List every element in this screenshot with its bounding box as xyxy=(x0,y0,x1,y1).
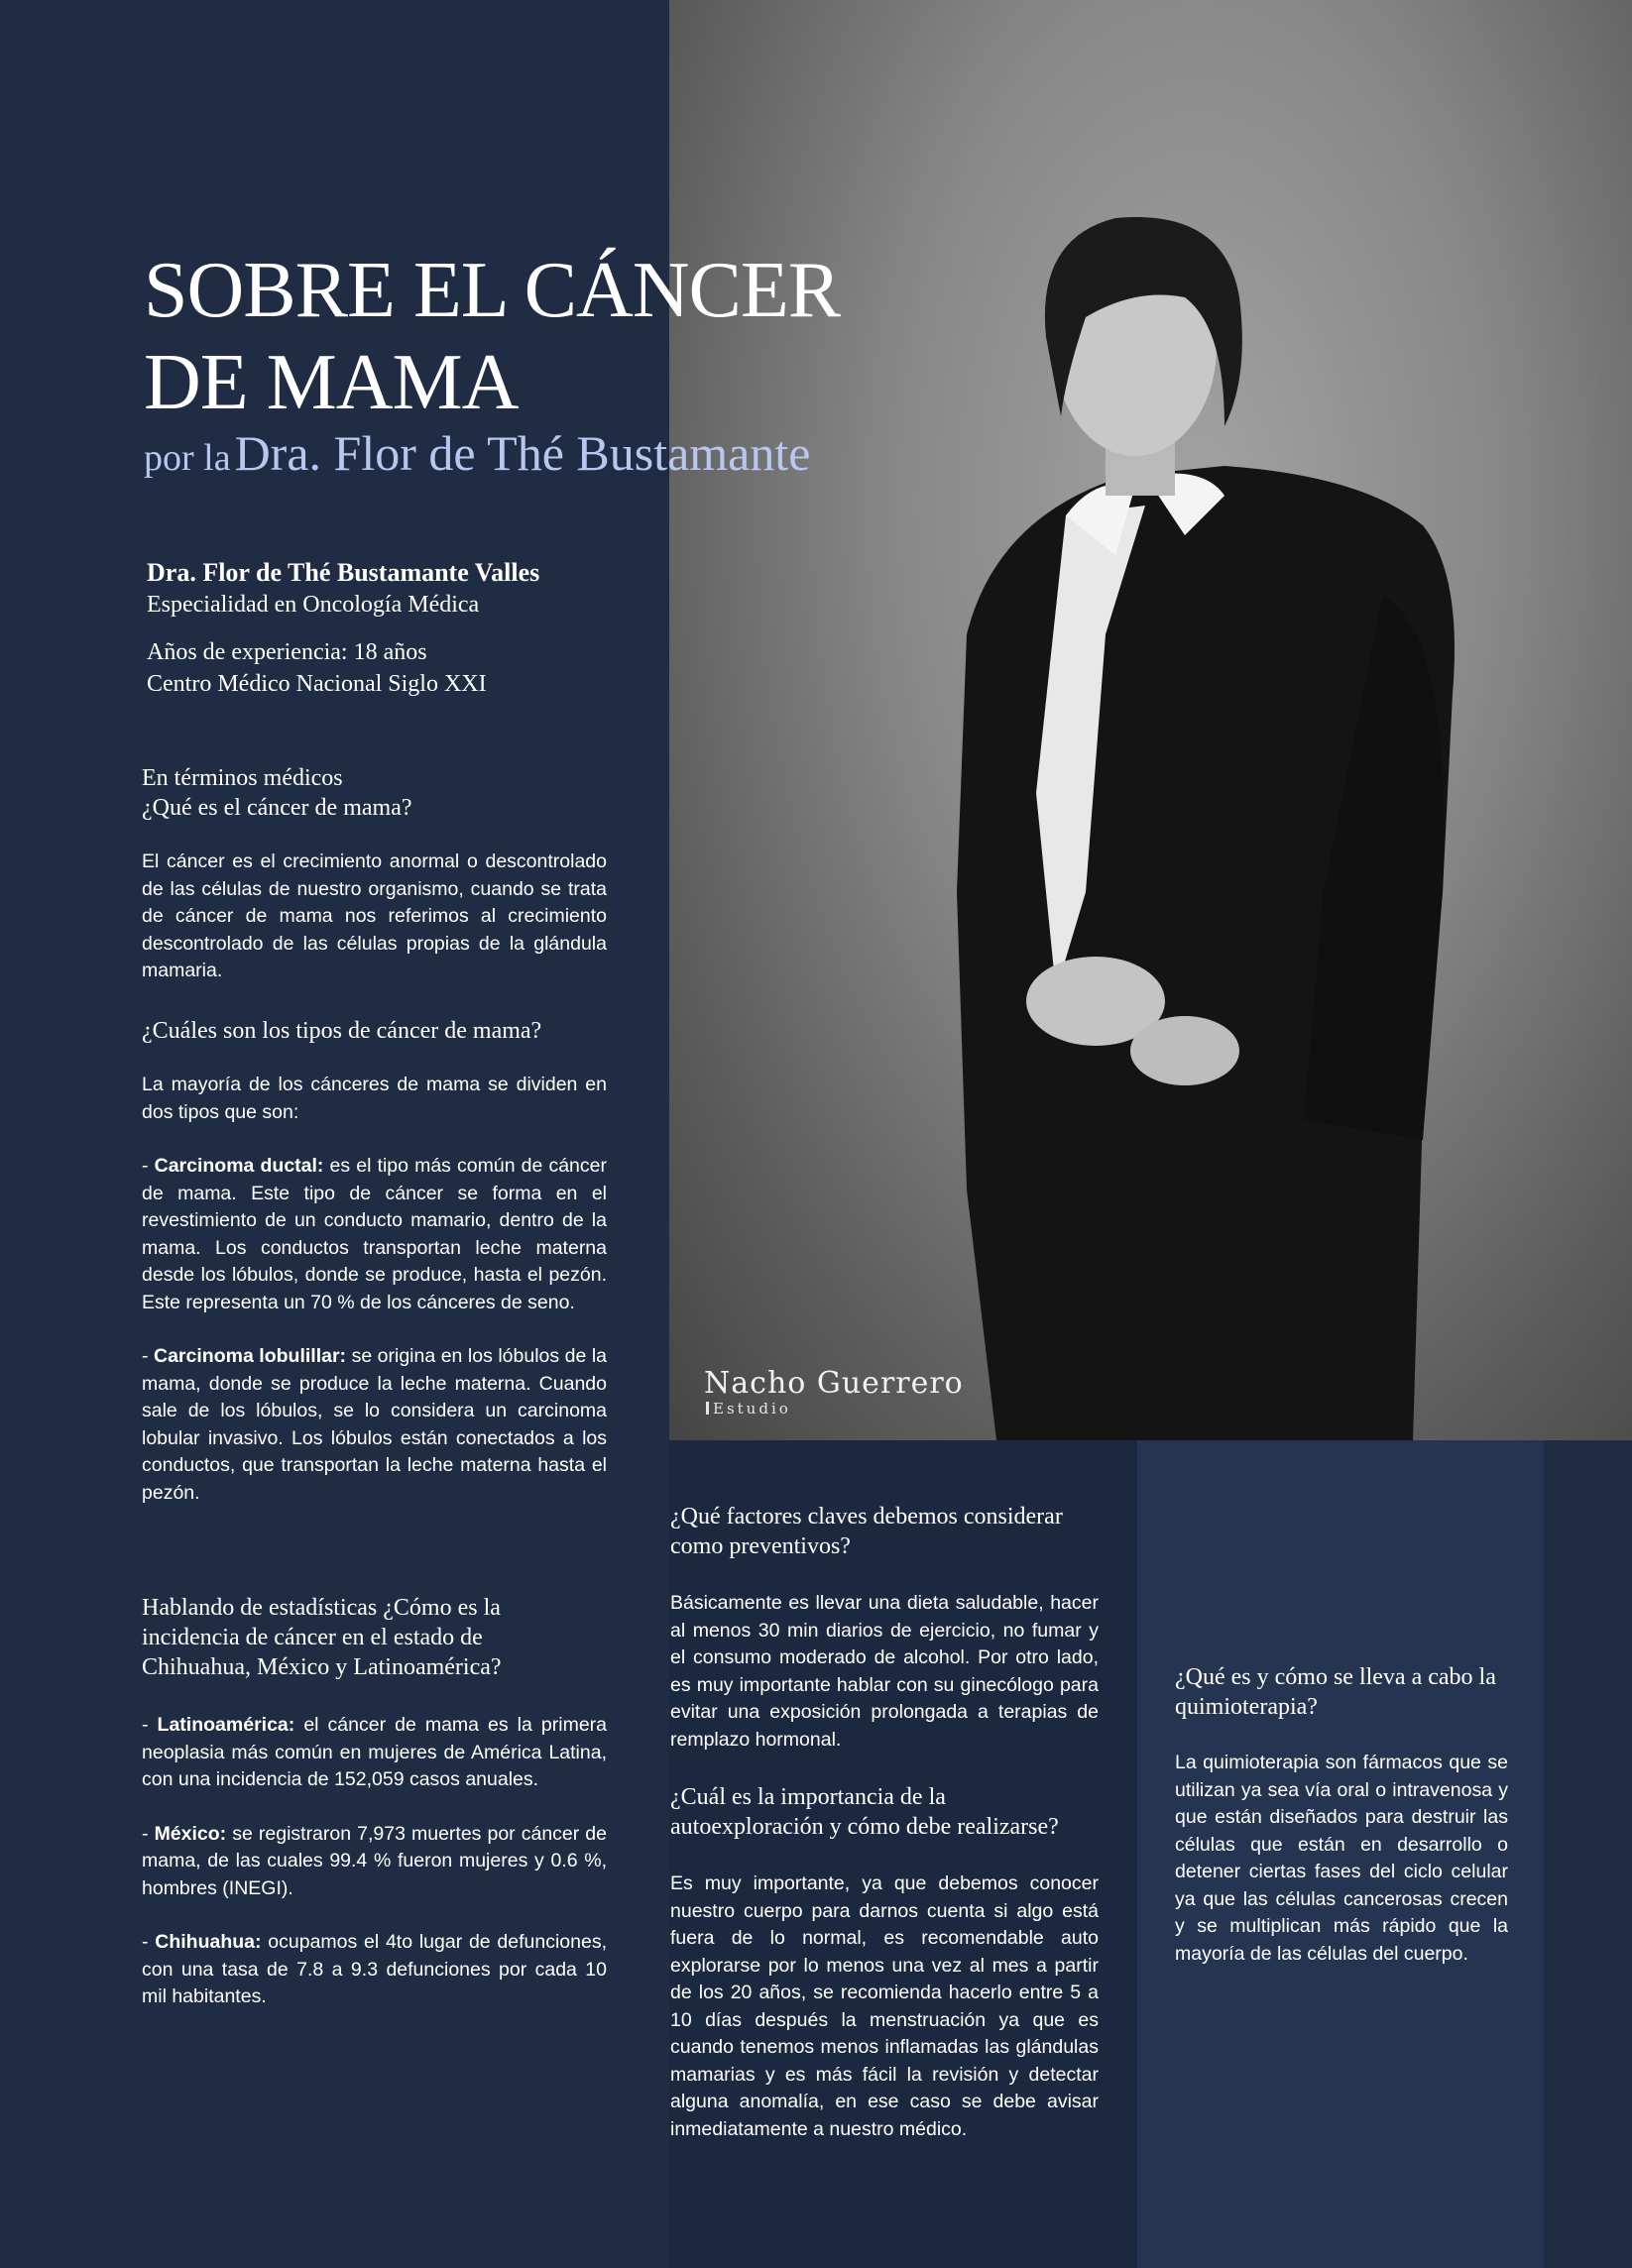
tipos-ductal: - Carcinoma ductal: es el tipo más común de cáncer de mama. Este tipo de cáncer se forma en el revestimiento de un conducto mamario, dentro de la mama. Los conductos transportan leche materna desde los lóbulos, donde se produce, hasta el pezón. Este representa un 70 % de los cánceres de seno. xyxy=(142,1155,607,1313)
stat-mexico: - México: se registraron 7,973 muertes por cáncer de mama, de las cuales 99.4 % fueron mujeres y 0.6 %, hombres (INEGI). xyxy=(142,1822,608,1899)
stat-chihuahua: - Chihuahua: ocupamos el 4to lugar de defunciones, con una tasa de 7.8 a 9.3 defunciones por cada 10 mil habitantes. xyxy=(142,1931,607,2007)
que-es-heading-line-1: En términos médicos xyxy=(142,765,343,791)
page-subtitle xyxy=(144,424,810,482)
bio-experience: Años de experiencia: 18 años xyxy=(147,639,427,665)
author-bio xyxy=(147,557,539,700)
subtitle-prefix: por la xyxy=(144,437,231,479)
mexico-label: México: xyxy=(154,1822,227,1845)
que-es-heading xyxy=(142,763,412,823)
ductal-text: es el tipo más común de cáncer de mama. Este tipo de cáncer se forma en el revestimiento de un conducto mamario, dentro de la mama. Los conductos transportan leche materna desde los lóbulos, donde se produce, hasta el pezón. Este representa un 70 % de los cánceres de seno. xyxy=(142,1155,607,1313)
subtitle-name: Dra. Flor de Thé Bustamante xyxy=(234,425,811,481)
preventivos-heading xyxy=(670,1502,1063,1561)
chihuahua-text: ocupamos el 4to lugar de defunciones, con una tasa de 7.8 a 9.3 defunciones por cada 10 mil habitantes. xyxy=(142,1931,607,2007)
preventivos-heading-line-2: como preventivos? xyxy=(670,1533,851,1559)
que-es-heading-line-2: ¿Qué es el cáncer de mama? xyxy=(142,795,412,821)
tipos-intro: La mayoría de los cánceres de mama se dividen en dos tipos que son: xyxy=(142,1074,607,1123)
tipos-lobulillar: - Carcinoma lobulillar: se origina en los lóbulos de la mama, donde se produce la leche materna. Cuando sale de los lóbulos, se lo considera un carcinoma lobular invasivo. Los lóbulos están conectados a los conductos, que transportan la leche materna hasta el pezón. xyxy=(142,1345,608,1504)
bio-name: Dra. Flor de Thé Bustamante Valles xyxy=(147,558,540,587)
autoexploracion-heading-line-1: ¿Cuál es la importancia de la xyxy=(670,1784,946,1810)
quimioterapia-heading-line-1: ¿Qué es y cómo se lleva a cabo la xyxy=(1175,1664,1496,1690)
estadisticas-heading-line-2: incidencia de cáncer en el estado de xyxy=(142,1625,483,1650)
tipos-body xyxy=(142,1072,607,1533)
latam-text: el cáncer de mama es la primera neoplasia más común en mujeres de América Latina, con una incidencia de 152,059 casos anuales. xyxy=(142,1714,608,1790)
que-es-body: El cáncer es el crecimiento anormal o descontrolado de las células de nuestro organismo, cuando se trata de cáncer de mama nos referimos al crecimiento descontrolado de las células propias de la glándula mamaria. xyxy=(142,850,607,981)
bio-specialty: Especialidad en Oncología Médica xyxy=(147,592,480,618)
right-edge-panel xyxy=(1544,1440,1632,2268)
title-line-2: DE MAMA xyxy=(144,339,519,426)
latam-label: Latinoamérica: xyxy=(157,1714,295,1736)
title-line-1: SOBRE EL CÁNCER xyxy=(144,247,841,334)
page-title xyxy=(144,245,840,429)
autoexploracion-heading xyxy=(670,1782,1059,1842)
stat-latam: - Latinoamérica: el cáncer de mama es la primera neoplasia más común en mujeres de América Latina, con una incidencia de 152,059 casos anuales. xyxy=(142,1714,608,1790)
autoexploracion-heading-line-2: autoexploración y cómo debe realizarse? xyxy=(670,1814,1059,1840)
quimioterapia-heading xyxy=(1175,1662,1496,1722)
photo-credit: Nacho Guerrero xyxy=(704,1366,964,1401)
lobulillar-label: Carcinoma lobulillar: xyxy=(154,1345,347,1367)
estadisticas-heading-line-1: Hablando de estadísticas ¿Cómo es la xyxy=(142,1595,501,1621)
estadisticas-body xyxy=(142,1712,607,2038)
autoexploracion-body: Es muy importante, ya que debemos conocer nuestro cuerpo para darnos cuenta si algo está fuera de lo normal, es recomendable auto explorarse por lo menos una vez al mes a partir de los 20 años, se recomienda hacerlo entre 5 a 10 días después la menstruación ya que es cuando tenemos menos inflamadas las glándulas mamarias y es más fácil la revisión y detectar alguna anomalía, en ese caso se debe avisar inmediatamente a nuestro médico. xyxy=(670,1872,1099,2140)
lobulillar-text: se origina en los lóbulos de la mama, donde se produce la leche materna. Cuando sale de los lóbulos, se lo considera un carcinoma lobular invasivo. Los lóbulos están conectados a los conductos, que transportan la leche materna hasta el pezón. xyxy=(142,1345,608,1504)
portrait-photo xyxy=(669,0,1632,1440)
portrait-figure xyxy=(669,0,1632,1440)
quimioterapia-heading-line-2: quimioterapia? xyxy=(1175,1694,1318,1720)
bio-hospital: Centro Médico Nacional Siglo XXI xyxy=(147,671,487,697)
chihuahua-label: Chihuahua: xyxy=(155,1931,262,1953)
center-navy-panel xyxy=(669,1440,1137,2268)
photo-credit-studio: Estudio xyxy=(706,1400,791,1418)
estadisticas-heading-line-3: Chihuahua, México y Latinoamérica? xyxy=(142,1654,502,1680)
mexico-text: se registraron 7,973 muertes por cáncer de mama, de las cuales 99.4 % fueron mujeres y 0.6 %, hombres (INEGI). xyxy=(142,1822,608,1899)
quimioterapia-body: La quimioterapia son fármacos que se utilizan ya sea vía oral o intravenosa y que están diseñados para destruir las células que están en desarrollo o detener ciertas fases del ciclo celular ya que las células cancerosas crecen y se multiplican más rápido que la mayoría de las células del cuerpo. xyxy=(1175,1752,1508,1965)
estadisticas-heading xyxy=(142,1593,502,1682)
tipos-heading: ¿Cuáles son los tipos de cáncer de mama? xyxy=(142,1018,542,1044)
preventivos-body: Básicamente es llevar una dieta saludable, hacer al menos 30 min diarios de ejercicio, no fumar y el consumo moderado de alcohol. Por otro lado, es muy importante hablar con su ginecólogo para evitar una exposición prolongada a terapias de remplazo hormonal. xyxy=(670,1592,1099,1751)
ductal-label: Carcinoma ductal: xyxy=(154,1155,324,1177)
preventivos-heading-line-1: ¿Qué factores claves debemos considerar xyxy=(670,1504,1063,1530)
